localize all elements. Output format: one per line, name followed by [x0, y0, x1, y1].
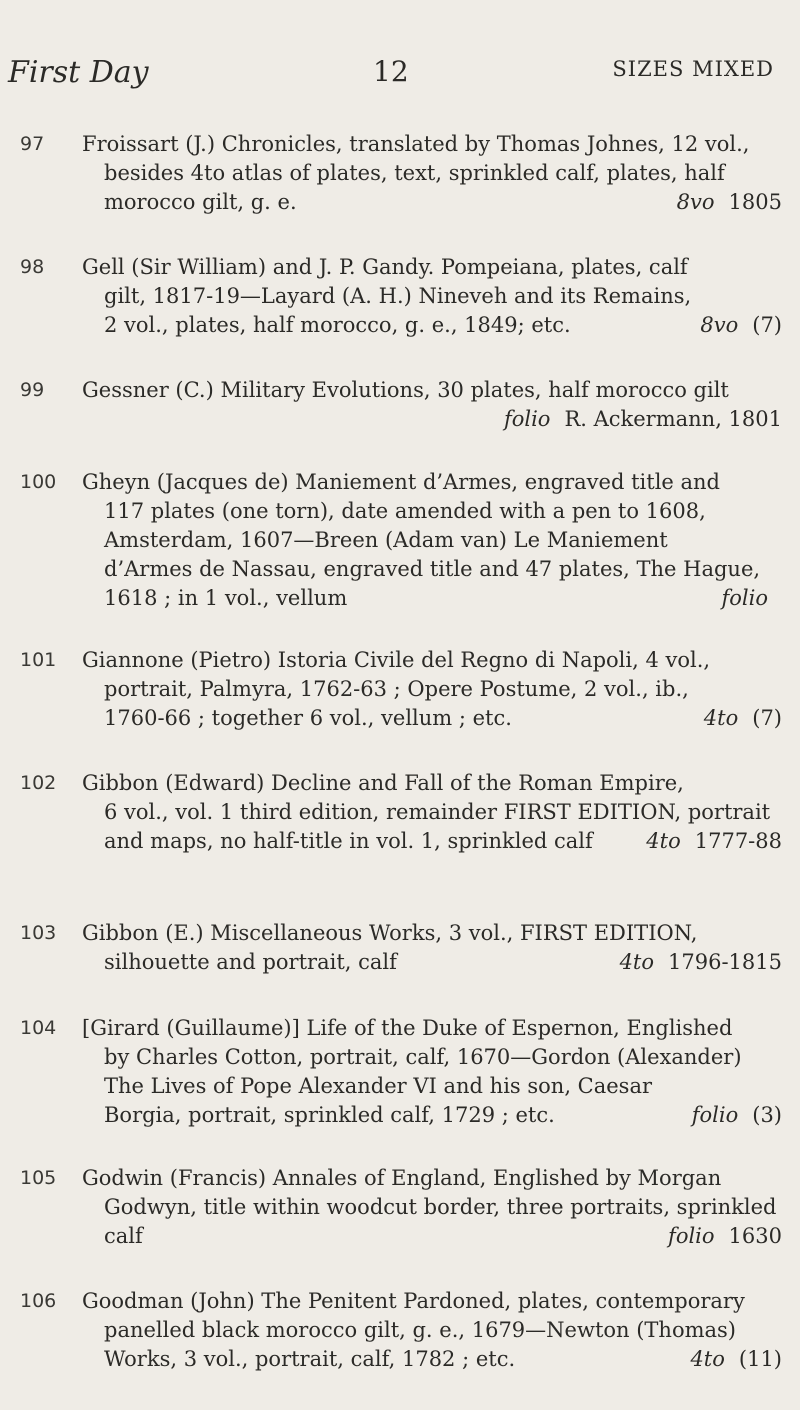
- description-line: [82, 468, 782, 497]
- description-line: [82, 282, 782, 311]
- header-sizes-label: SIZES MIXED: [612, 57, 774, 81]
- description-text: Amsterdam, 1607—Breen (Adam van) Le Maniement: [104, 528, 668, 552]
- lot-entry: [0, 376, 800, 468]
- lot-description: [82, 130, 782, 217]
- lot-number: 101: [20, 649, 57, 671]
- description-line: [82, 376, 782, 405]
- description-text: besides 4to atlas of plates, text, sprinkled calf, plates, half: [104, 161, 725, 185]
- lot-description: [82, 919, 782, 977]
- publication-date: (3): [752, 1103, 782, 1127]
- description-text: Godwin (Francis) Annales of England, Englished by Morgan: [82, 1166, 722, 1190]
- description-line: [82, 1164, 782, 1193]
- description-text: Froissart (J.) Chronicles, translated by Thomas Johnes, 12 vol.,: [82, 132, 750, 156]
- description-text: portrait, Palmyra, 1762-63 ; Opere Postume, 2 vol., ib.,: [104, 677, 689, 701]
- description-text: Works, 3 vol., portrait, calf, 1782 ; etc.: [104, 1347, 516, 1371]
- lot-description: [82, 1164, 782, 1251]
- description-text: and maps, no half-title in vol. 1, sprinkled calf: [104, 829, 593, 853]
- lot-description: [82, 468, 782, 613]
- description-line: [82, 497, 782, 526]
- lot-entry: [0, 769, 800, 919]
- description-text: calf: [104, 1224, 143, 1248]
- lot-number: 104: [20, 1017, 57, 1039]
- description-text: panelled black morocco gilt, g. e., 1679—Newton (Thomas): [104, 1318, 736, 1342]
- lot-description: [82, 1287, 782, 1374]
- lot-number: 98: [20, 256, 45, 278]
- book-format: 8vo: [676, 190, 715, 214]
- publication-date: 1805: [728, 190, 782, 214]
- description-line: [82, 1193, 782, 1222]
- description-text: d’Armes de Nassau, engraved title and 47 plates, The Hague,: [104, 557, 761, 581]
- description-line: [82, 1072, 782, 1101]
- description-line: [82, 253, 782, 282]
- lot-number: 105: [20, 1167, 57, 1189]
- description-text: Borgia, portrait, sprinkled calf, 1729 ; etc.: [104, 1103, 555, 1127]
- book-format: folio: [668, 1224, 715, 1248]
- lot-list: [0, 130, 800, 1410]
- description-text: 1618 ; in 1 vol., vellum: [104, 586, 348, 610]
- book-format: 4to: [690, 1347, 725, 1371]
- lot-number: 100: [20, 471, 57, 493]
- description-text: silhouette and portrait, calf: [104, 950, 397, 974]
- book-format: 4to: [703, 706, 739, 730]
- lot-entry: [0, 468, 800, 646]
- lot-number: 103: [20, 922, 57, 944]
- description-text: Giannone (Pietro) Istoria Civile del Regno di Napoli, 4 vol.,: [82, 648, 711, 672]
- lot-entry: [0, 1287, 800, 1410]
- description-text: [Girard (Guillaume)] Life of the Duke of Espernon, Englished: [82, 1016, 733, 1040]
- description-text: by Charles Cotton, portrait, calf, 1670—Gordon (Alexander): [104, 1045, 742, 1069]
- description-text: 6 vol., vol. 1 third edition, remainder FIRST EDITION, portrait: [104, 800, 771, 824]
- lot-description: [82, 769, 782, 856]
- lot-entry: [0, 1164, 800, 1287]
- publication-date: R. Ackermann, 1801: [564, 407, 782, 431]
- lot-entry: [0, 1014, 800, 1164]
- description-line: [82, 1014, 782, 1043]
- header-day-label: First Day: [8, 55, 149, 90]
- description-line: [82, 555, 782, 584]
- description-text: Gheyn (Jacques de) Maniement d’Armes, engraved title and: [82, 470, 720, 494]
- description-text: 2 vol., plates, half morocco, g. e., 1849; etc.: [104, 313, 571, 337]
- description-text: Goodman (John) The Penitent Pardoned, plates, contemporary: [82, 1289, 745, 1313]
- book-format: folio: [503, 407, 551, 431]
- description-line: [82, 1043, 782, 1072]
- publication-date: 1777-88: [694, 829, 782, 853]
- lot-description: [82, 1014, 782, 1130]
- description-text: 1760-66 ; together 6 vol., vellum ; etc.: [104, 706, 512, 730]
- publication-date: 1796-1815: [668, 950, 782, 974]
- format-date-line: [82, 405, 782, 434]
- description-line: [82, 798, 782, 827]
- page-number: 12: [373, 55, 409, 88]
- book-format: 4to: [646, 829, 681, 853]
- lot-description: [82, 253, 782, 340]
- lot-number: 99: [20, 379, 45, 401]
- description-text: 117 plates (one torn), date amended with a pen to 1608,: [104, 499, 706, 523]
- lot-entry: [0, 919, 800, 1014]
- description-text: gilt, 1817-19—Layard (A. H.) Nineveh and its Remains,: [104, 284, 692, 308]
- description-line: [82, 1316, 782, 1345]
- book-format: 8vo: [700, 313, 739, 337]
- book-format: folio: [721, 586, 768, 610]
- lot-entry: [0, 130, 800, 253]
- lot-number: 102: [20, 772, 57, 794]
- lot-number: 97: [20, 133, 45, 155]
- book-format: folio: [691, 1103, 739, 1127]
- lot-entry: [0, 253, 800, 376]
- description-line: [82, 919, 782, 948]
- lot-description: [82, 376, 782, 434]
- book-format: 4to: [619, 950, 655, 974]
- format-date-line: [82, 1222, 782, 1251]
- description-text: Gibbon (E.) Miscellaneous Works, 3 vol., FIRST EDITION,: [82, 921, 698, 945]
- publication-date: 1630: [728, 1224, 782, 1248]
- publication-date: (7): [752, 706, 782, 730]
- page-header: [0, 55, 800, 105]
- description-text: Gell (Sir William) and J. P. Gandy. Pompeiana, plates, calf: [82, 255, 688, 279]
- lot-description: [82, 646, 782, 733]
- description-line: [82, 675, 782, 704]
- description-line: [82, 526, 782, 555]
- description-line: [82, 646, 782, 675]
- description-text: Gessner (C.) Military Evolutions, 30 plates, half morocco gilt: [82, 378, 729, 402]
- publication-date: (11): [738, 1347, 782, 1371]
- description-line: [82, 1287, 782, 1316]
- description-line: [82, 769, 782, 798]
- description-line: [82, 159, 782, 188]
- description-text: Godwyn, title within woodcut border, three portraits, sprinkled: [104, 1195, 777, 1219]
- lot-entry: [0, 646, 800, 769]
- description-text: Gibbon (Edward) Decline and Fall of the Roman Empire,: [82, 771, 684, 795]
- publication-date: (7): [752, 313, 782, 337]
- description-text: morocco gilt, g. e.: [104, 190, 297, 214]
- description-line: [82, 130, 782, 159]
- description-text: The Lives of Pope Alexander VI and his son, Caesar: [104, 1074, 653, 1098]
- lot-number: 106: [20, 1290, 57, 1312]
